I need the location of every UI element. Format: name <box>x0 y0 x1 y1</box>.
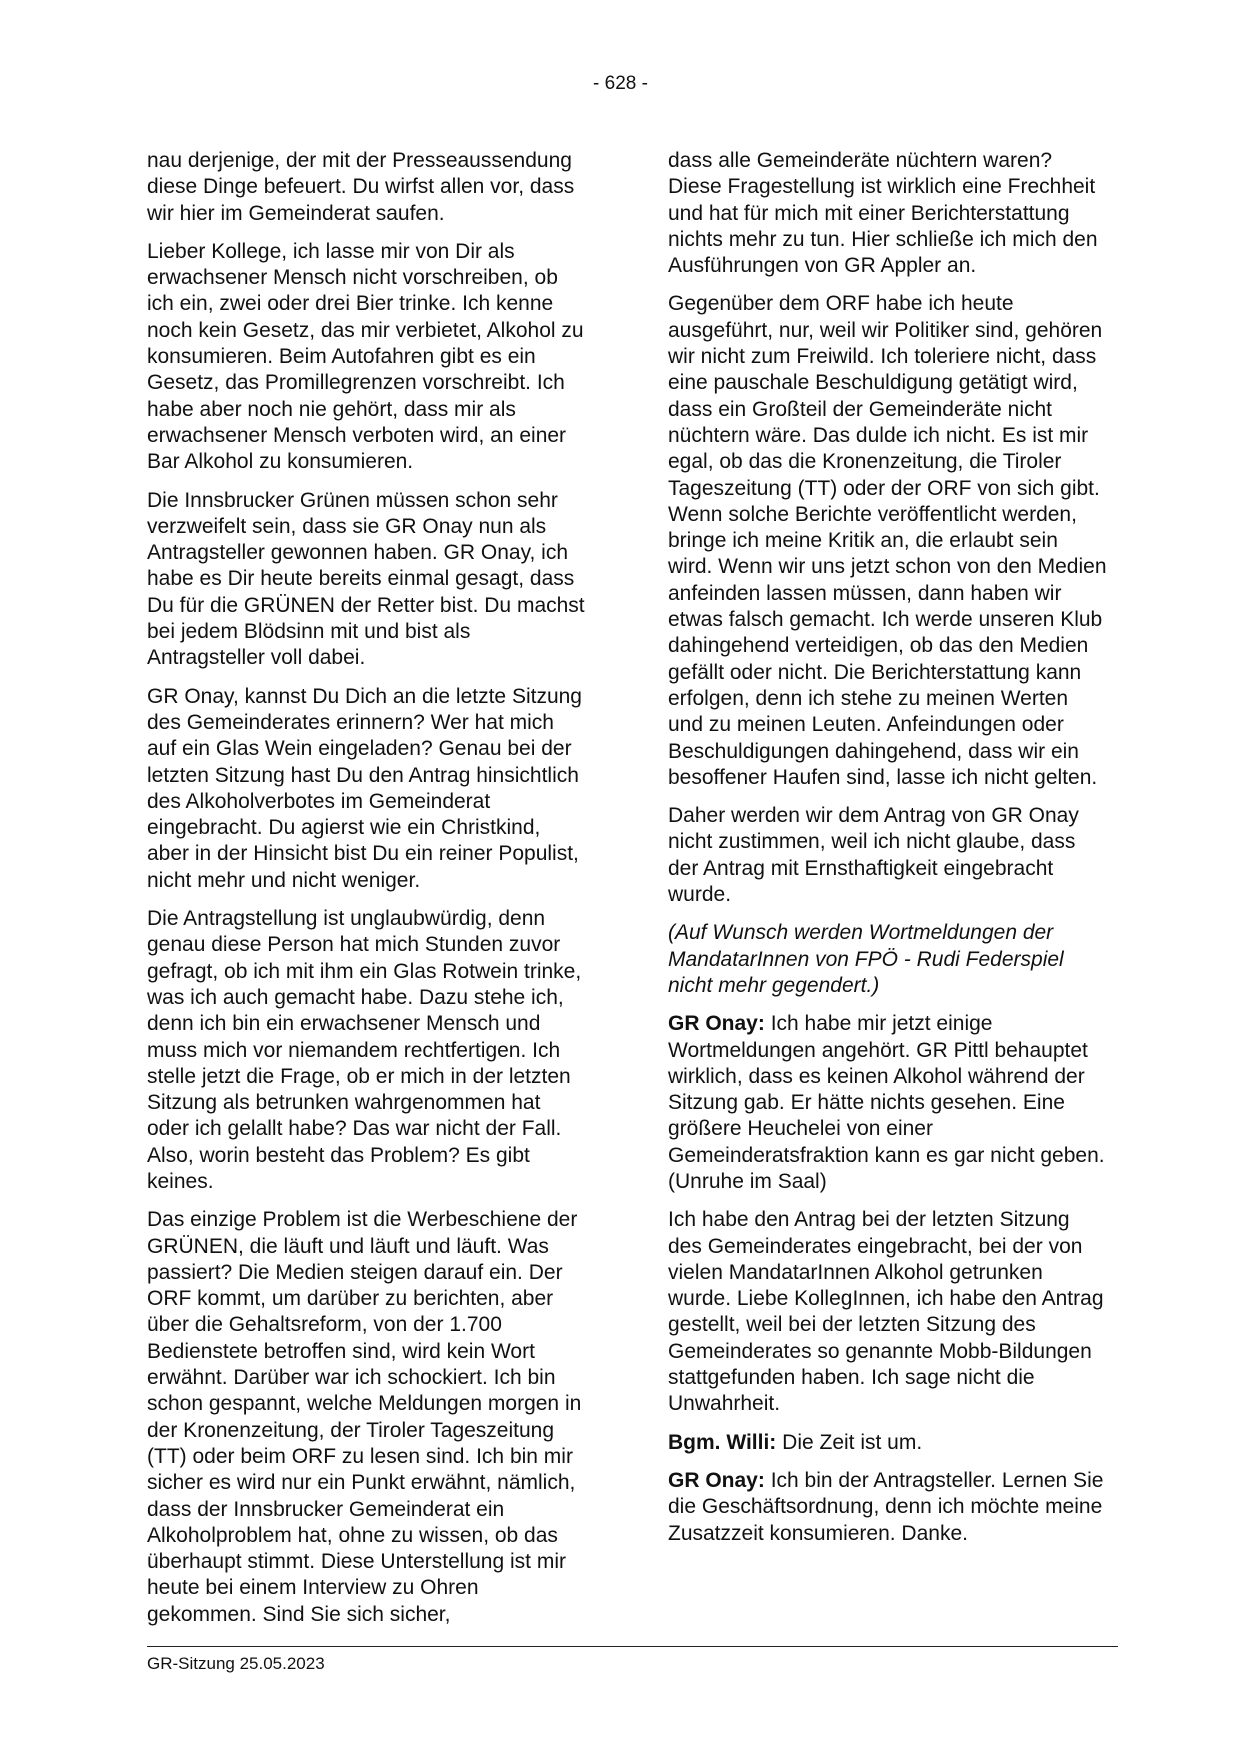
speech-willi <box>668 1430 1108 1456</box>
speaker-label: GR Onay: <box>668 1468 765 1492</box>
left-column <box>147 148 587 1640</box>
paragraph: Daher werden wir dem Antrag von GR Onay nicht zustimmen, weil ich nicht glaube, dass der Antrag mit Ernsthaftigkeit eingebracht wurde. <box>668 804 1079 907</box>
paragraph: dass alle Gemeinderäte nüchtern waren? Diese Fragestellung ist wirklich eine Frechheit und hat für mich mit einer Berichterstattung nichts mehr zu tun. Hier schließe ich mich den Ausführungen von GR Appler an. <box>668 149 1098 278</box>
footer-divider <box>147 1646 1118 1647</box>
speech-onay <box>668 1468 1108 1547</box>
page-number: - 628 - <box>593 73 648 94</box>
speech-onay <box>668 1011 1108 1195</box>
right-column <box>668 148 1108 1559</box>
speaker-label: Bgm. Willi: <box>668 1430 777 1454</box>
speech-text: Ich bin der Antragsteller. Lernen Sie die Geschäftsordnung, denn ich möchte meine Zusatzzeit konsumieren. Danke. <box>668 1468 1104 1545</box>
paragraph: Die Innsbrucker Grünen müssen schon sehr verzweifelt sein, dass sie GR Onay nun als Antragsteller gewonnen haben. GR Onay, ich habe es Dir heute bereits einmal gesagt, dass Du für die GRÜNEN der Retter bist. Du machst bei jedem Blödsinn mit und bist als Antragsteller voll dabei. <box>147 488 585 670</box>
paragraph: GR Onay, kannst Du Dich an die letzte Sitzung des Gemeinderates erinnern? Wer hat mich auf ein Glas Wein eingeladen? Genau bei der letzten Sitzung hast Du den Antrag hinsichtlich des Alkoholverbotes im Gemeinderat eingebracht. Du agierst wie ein Christkind, aber in der Hinsicht bist Du ein reiner Populist, nicht mehr und nicht weniger. <box>147 684 582 892</box>
paragraph: Das einzige Problem ist die Werbeschiene der GRÜNEN, die läuft und läuft und läuft. Was passiert? Die Medien steigen darauf ein. Der ORF kommt, um darüber zu berichten, aber über die Gehaltsreform, von der 1.700 Bedienstete betroffen sind, wird kein Wort erwähnt. Darüber war ich schockiert. Ich bin schon gespannt, welche Meldungen morgen in der Kronenzeitung, der Tiroler Tageszeitung (TT) oder beim ORF zu lesen sind. Ich bin mir sicher es wird nur ein Punkt erwähnt, nämlich, dass der Innsbrucker Gemeinderat ein Alkoholproblem hat, ohne zu wissen, ob das überhaupt stimmt. Diese Unterstellung ist mir heute bei einem Interview zu Ohren gekommen. Sind Sie sich sicher, <box>147 1208 582 1626</box>
paragraph: Gegenüber dem ORF habe ich heute ausgeführt, nur, weil wir Politiker sind, gehören wir nicht zum Freiwild. Ich toleriere nicht, dass eine pauschale Beschuldigung getätigt wird, dass ein Großteil der Gemeinderäte nicht nüchtern wäre. Das dulde ich nicht. Es ist mir egal, ob das die Kronenzeitung, die Tiroler Tageszeitung (TT) oder der ORF von sich gibt. Wenn solche Berichte veröffentlicht werden, bringe ich meine Kritik an, die erlaubt sein wird. Wenn wir uns jetzt schon von den Medien anfeinden lassen müssen, dann haben wir etwas falsch gemacht. Ich werde unseren Klub dahingehend verteidigen, ob das den Medien gefällt oder nicht. Die Berichterstattung kann erfolgen, denn ich stehe zu meinen Werten und zu meinen Leuten. Anfeindungen oder Beschuldigungen dahingehend, dass wir ein besoffener Haufen sind, lasse ich nicht gelten. <box>668 292 1107 789</box>
editorial-note: (Auf Wunsch werden Wortmeldungen der MandatarInnen von FPÖ - Rudi Federspiel nicht mehr gegendert.) <box>668 921 1064 997</box>
paragraph: nau derjenige, der mit der Presseaussendung diese Dinge befeuert. Du wirfst allen vor, dass wir hier im Gemeinderat saufen. <box>147 149 575 225</box>
paragraph: Lieber Kollege, ich lasse mir von Dir als erwachsener Mensch nicht vorschreiben, ob ich ein, zwei oder drei Bier trinke. Ich kenne noch kein Gesetz, das mir verbietet, Alkohol zu konsumieren. Beim Autofahren gibt es ein Gesetz, das Promillegrenzen vorschreibt. Ich habe aber noch nie gehört, dass mir als erwachsener Mensch verboten wird, an einer Bar Alkohol zu konsumieren. <box>147 239 584 474</box>
speech-text: Ich habe mir jetzt einige Wortmeldungen angehört. GR Pittl behauptet wirklich, dass es keinen Alkohol während der Sitzung gab. Er hätte nichts gesehen. Eine größere Heuchelei von einer Gemeinderatsfraktion kann es gar nicht geben. (Unruhe im Saal) <box>668 1012 1105 1193</box>
speaker-label: GR Onay: <box>668 1012 765 1036</box>
speech-text: Die Zeit ist um. <box>782 1430 923 1454</box>
paragraph: Die Antragstellung ist unglaubwürdig, denn genau diese Person hat mich Stunden zuvor gefragt, ob ich mit ihm ein Glas Rotwein trinke, was ich auch gemacht habe. Dazu stehe ich, denn ich bin ein erwachsener Mensch und muss mich vor niemandem rechtfertigen. Ich stelle jetzt die Frage, ob er mich in der letzten Sitzung als betrunken wahrgenommen hat oder ich gelallt habe? Das war nicht der Fall. Also, worin besteht das Problem? Es gibt keines. <box>147 907 582 1193</box>
footer-session-date: GR-Sitzung 25.05.2023 <box>147 1654 325 1673</box>
paragraph: Ich habe den Antrag bei der letzten Sitzung des Gemeinderates eingebracht, bei der von vielen MandatarInnen Alkohol getrunken wurde. Liebe KollegInnen, ich habe den Antrag gestellt, weil bei der letzten Sitzung des Gemeinderates so genannte Mobb-Bildungen stattgefunden haben. Ich sage nicht die Unwahrheit. <box>668 1208 1104 1416</box>
